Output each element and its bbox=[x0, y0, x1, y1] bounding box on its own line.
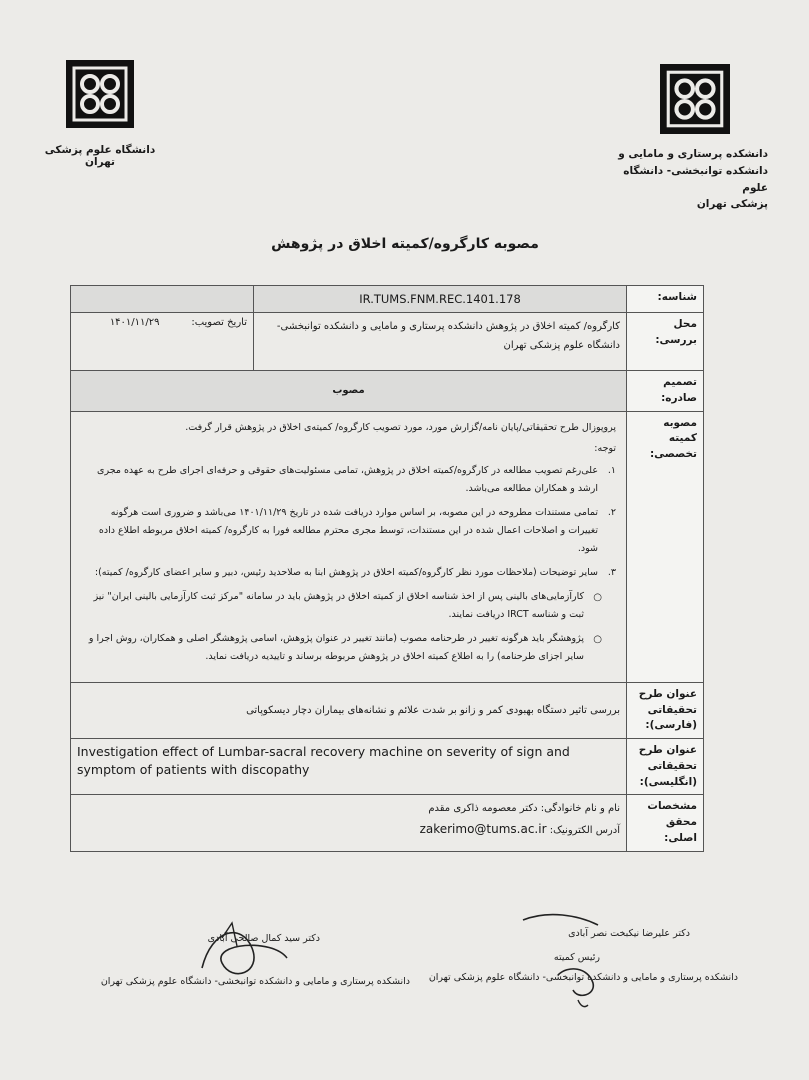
left-handwritten-signature bbox=[192, 918, 302, 988]
right-handwritten-signature bbox=[518, 905, 638, 1015]
page-title: مصوبه کارگروه/کمیته اخلاق در پژوهش bbox=[271, 236, 539, 252]
right-signature-role: رئیس کمیته bbox=[553, 952, 600, 963]
right-signature-name: دکتر علیرضا نیکبخت نصر آبادی bbox=[568, 928, 690, 939]
row-researcher bbox=[71, 795, 704, 851]
decision-value: مصوب bbox=[71, 371, 627, 412]
date-label: تاریخ تصویب: bbox=[191, 317, 247, 328]
subnote-1-text: کارآزمایی‌های بالینی پس از اخذ شناسه اخلاق از کمیته اخلاق در پژوهش باید در سامانه "مرکز ثبت کارآزمایی بالینی ایران" نیز ثبت و شناسه IRCT دریافت نمایند. bbox=[93, 590, 584, 620]
place-value-cell bbox=[254, 313, 627, 371]
id-label: شناسه: bbox=[627, 286, 704, 313]
title-en-label: عنوان طرح تحقیقاتی (انگلیسی): bbox=[627, 739, 704, 795]
right-faculty-line-3: پزشکی تهران bbox=[696, 198, 768, 211]
subnote-2 bbox=[81, 630, 616, 666]
title-fa-label: عنوان طرح تحقیقاتی (فارسی): bbox=[627, 682, 704, 738]
researcher-label: مشخصات محقق اصلی: bbox=[627, 795, 704, 851]
resolution-intro: پروپوزال طرح تحقیقاتی/پایان نامه/گزارش مورد، مورد تصویب کارگروه/ کمیته‌ی اخلاق در پژوهش قرار گرفت. bbox=[185, 421, 616, 433]
id-value-cell bbox=[254, 286, 627, 313]
researcher-email: zakerimo@tums.ac.ir bbox=[419, 822, 547, 837]
note-3-num: ۳. bbox=[607, 566, 616, 578]
note-2-num: ۲. bbox=[607, 506, 616, 518]
left-university-name: دانشگاه علوم پزشکی تهران bbox=[44, 144, 156, 168]
researcher-cell bbox=[71, 795, 627, 851]
row-title-fa bbox=[71, 682, 704, 738]
id-spacer-cell bbox=[71, 286, 254, 313]
date-cell bbox=[71, 313, 254, 371]
right-faculty-line-1: دانشکده پرستاری و مامایی و bbox=[618, 148, 768, 160]
row-decision bbox=[71, 371, 704, 412]
row-place bbox=[71, 313, 704, 371]
id-value: IR.TUMS.FNM.REC.1401.178 bbox=[359, 292, 521, 306]
bullet-circle-icon: ○ bbox=[593, 591, 602, 603]
note-3 bbox=[81, 564, 616, 582]
place-value-line-1: کارگروه/ کمیته اخلاق در پژوهش دانشکده پرستاری و مامایی و دانشکده توانبخشی- bbox=[276, 321, 620, 332]
resolution-content bbox=[71, 411, 627, 682]
approval-form-table bbox=[70, 285, 704, 852]
note-label: توجه: bbox=[594, 442, 616, 454]
resolution-label: مصوبه کمیته تخصصی: bbox=[627, 411, 704, 682]
date-value: ۱۴۰۱/۱۱/۲۹ bbox=[109, 317, 160, 328]
title-en-value: Investigation effect of Lumbar-sacral recovery machine on severity of sign and symptom of patients with discopathy bbox=[71, 739, 627, 795]
note-2-text: تمامی مستندات مطروحه در این مصوبه، بر اساس موارد دریافت شده در تاریخ ۱۴۰۱/۱۱/۲۹ می‌باشد و ضروری است هرگونه تغییرات و اصلاحات اعمال شده در این مستندات، توسط مجری محترم مطالعه فورا به کارگروه/ کمیته اخلاق مربوطه اطلاع داده شود. bbox=[98, 506, 598, 554]
right-faculty-name bbox=[600, 146, 768, 213]
note-3-text: سایر توضیحات (ملاحظات مورد نظر کارگروه/کمیته اخلاق در پژوهش ابنا به صلاحدید رئیس، دبیر و سایر اعضای کارگروه/ کمیته): bbox=[94, 566, 598, 578]
subnote-2-text: پژوهشگر باید هرگونه تغییر در طرحنامه مصوب (مانند تغییر در عنوان پژوهش، اسامی پژوهشگر اصلی و همکاران، روش اجرا و سایر اجزای طرحنامه) را به اطلاع کمیته اخلاق در پژوهش مربوطه برساند و تاییدیه دریافت نماید. bbox=[88, 632, 584, 662]
left-signature-name: دکتر سید کمال صالحی آبادی bbox=[207, 933, 320, 944]
row-title-en bbox=[71, 739, 704, 795]
note-1 bbox=[81, 462, 616, 498]
title-fa-value: بررسی تاثیر دستگاه بهبودی کمر و زانو بر شدت علائم و نشانه‌های بیماران دچار دیسکوپاتی bbox=[71, 682, 627, 738]
subnote-1 bbox=[81, 588, 616, 624]
researcher-email-line bbox=[77, 818, 620, 841]
place-label: محل بررسی: bbox=[627, 313, 704, 371]
bullet-circle-icon: ○ bbox=[593, 633, 602, 645]
researcher-name: نام و نام خانوادگی: دکتر معصومه ذاکری مقدم bbox=[428, 803, 620, 815]
left-university-logo bbox=[66, 60, 134, 128]
researcher-email-label: آدرس الکترونیک: bbox=[549, 825, 620, 837]
right-faculty-line-2: دانشکده توانبخشی- دانشگاه علوم bbox=[623, 164, 768, 194]
note-1-text: علی‌رغم تصویب مطالعه در کارگروه/کمیته اخلاق در پژوهش، تمامی مسئولیت‌های حقوقی و حرفه‌ای اجرای طرح به عهده مجری ارشد و همکاران مطالعه می‌باشد. bbox=[97, 464, 598, 494]
place-value-line-2: دانشگاه علوم پزشکی تهران bbox=[503, 340, 620, 351]
left-signature-org: دانشکده پرستاری و مامایی و دانشکده توانبخشی- دانشگاه علوم پزشکی تهران bbox=[100, 976, 410, 987]
note-1-num: ۱. bbox=[607, 464, 616, 476]
decision-label: تصمیم صادره: bbox=[627, 371, 704, 412]
right-faculty-logo bbox=[660, 64, 730, 134]
right-signature-org: دانشکده پرستاری و مامایی و دانشکده توانبخشی- دانشگاه علوم پزشکی تهران bbox=[428, 972, 738, 983]
row-id bbox=[71, 286, 704, 313]
note-2 bbox=[81, 504, 616, 558]
row-resolution bbox=[71, 411, 704, 682]
